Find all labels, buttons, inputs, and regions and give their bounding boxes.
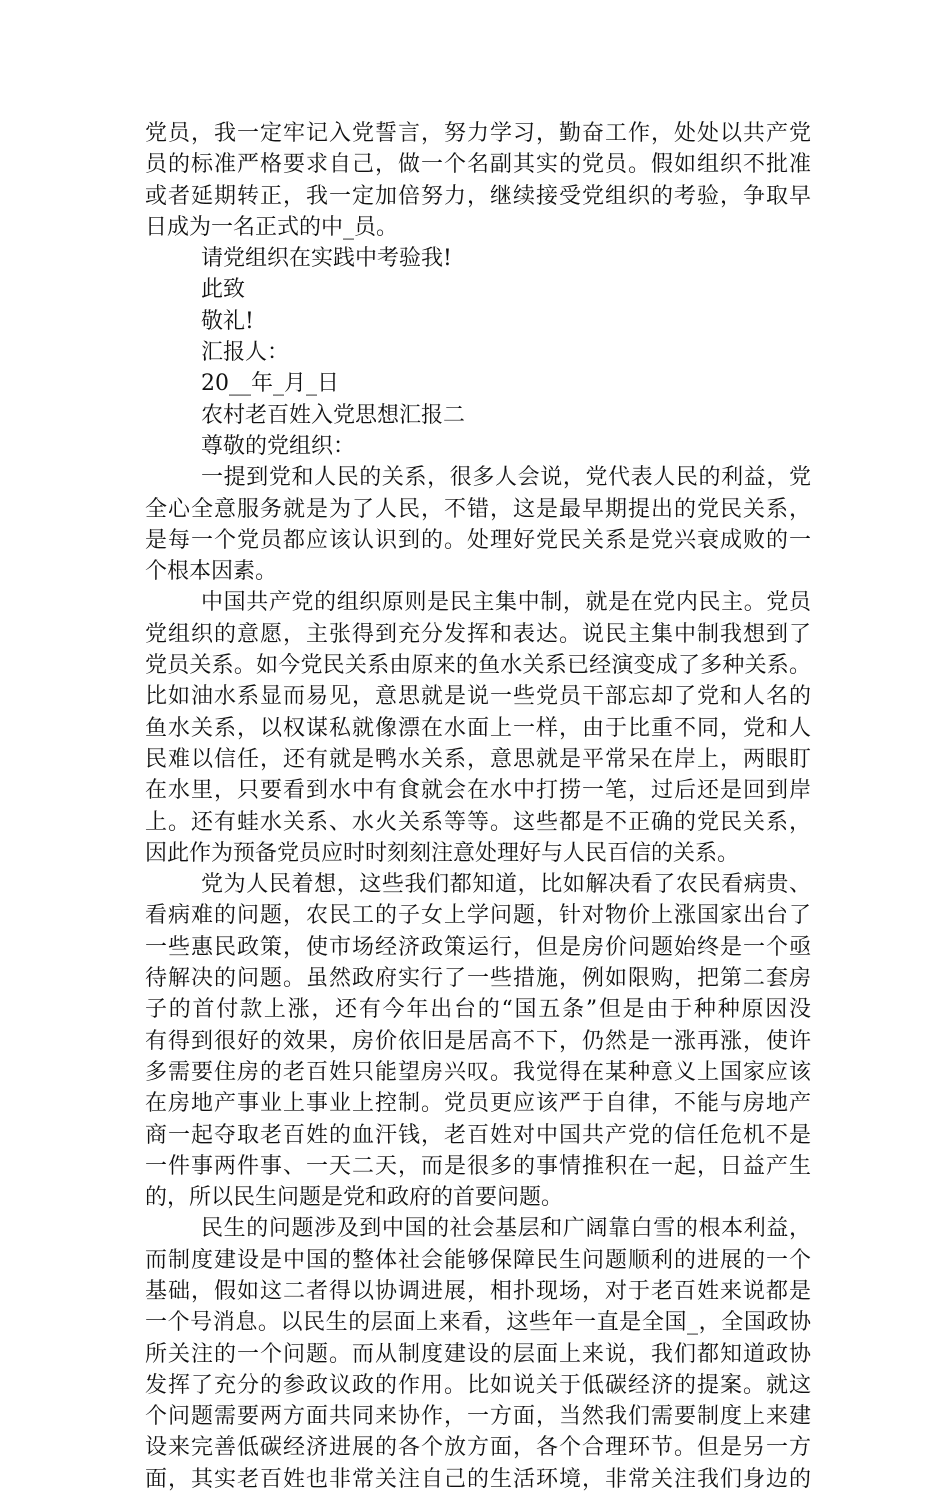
text-line: 员的标准严格要求自己，做一个名副其实的党员。假如组织不批准 [145, 152, 811, 178]
text-line: 基础，假如这二者得以协调进展，相扑现场，对于老百姓来说都是 [145, 1278, 811, 1304]
text-line: 个问题需要两方面共同来协作，一方面，当然我们需要制度上来建 [145, 1404, 811, 1430]
salutation-line-1: 此致 [201, 277, 246, 303]
text-line: 日成为一名正式的中_员。 [145, 214, 399, 240]
text-line: 党为人民着想，这些我们都知道，比如解决看了农民看病贵、 [201, 872, 811, 898]
text-line: 的，所以民生问题是党和政府的首要问题。 [145, 1185, 564, 1211]
text-line: 商一起夺取老百姓的血汗钱，老百姓对中国共产党的信任危机不是 [145, 1122, 811, 1148]
text-line: 一件事两件事、一天二天，而是很多的事情推积在一起，日益产生 [145, 1153, 811, 1179]
text-line: 党员，我一定牢记入党誓言，努力学习，勤奋工作，处处以共产党 [145, 121, 811, 146]
text-line: 民难以信任，还有就是鸭水关系，意思就是平常呆在岸上，两眼盯 [145, 746, 811, 772]
second-report-title: 农村老百姓入党思想汇报二 [201, 402, 466, 428]
text-line: 面，其实老百姓也非常关注自己的生活环境，非常关注我们身边的 [145, 1466, 811, 1492]
text-line: 待解决的问题。虽然政府实行了一些措施，例如限购，把第二套房 [145, 966, 811, 992]
text-line: 有得到很好的效果，房价依旧是居高不下，仍然是一涨再涨，使许 [145, 1028, 811, 1054]
salutation-line-2: 敬礼! [201, 308, 254, 334]
text-line: 个根本因素。 [145, 559, 278, 585]
text-line: 在房地产事业上事业上控制。党员更应该严于自律，不能与房地产 [145, 1091, 811, 1117]
paragraph-1 [145, 462, 811, 587]
text-line: 设来完善低碳经济进展的各个放方面，各个合理环节。但是另一方 [145, 1435, 811, 1461]
text-line: 上。还有蛙水关系、水火关系等等。这些都是不正确的党民关系， [145, 809, 811, 835]
document-page [145, 118, 811, 1495]
text-line: 比如油水系显而易见，意思就是说一些党员干部忘却了党和人名的 [145, 684, 811, 710]
text-line: 一提到党和人民的关系，很多人会说，党代表人民的利益，党 [201, 465, 811, 491]
text-line: 所关注的一个问题。而从制度建设的层面上来说，我们都知道政协 [145, 1341, 811, 1367]
text-line: 或者延期转正，我一定加倍努力，继续接受党组织的考验，争取早 [145, 183, 811, 209]
paragraph-4 [145, 1213, 811, 1495]
text-line: 而制度建设是中国的整体社会能够保障民生问题顺利的进展的一个 [145, 1247, 811, 1273]
paragraph-2 [145, 587, 811, 869]
text-line: 多需要住房的老百姓只能望房兴叹。我觉得在某种意义上国家应该 [145, 1059, 811, 1085]
opening-paragraph [145, 118, 811, 243]
text-line: 子的首付款上涨，还有今年出台的“国五条”但是由于种种原因没 [145, 997, 811, 1023]
paragraph-3 [145, 869, 811, 1213]
text-line: 一个号消息。以民生的层面上来看，这些年一直是全国_，全国政协 [145, 1310, 811, 1336]
closing-request: 请党组织在实践中考验我! [201, 246, 452, 272]
reporter-label: 汇报人： [201, 340, 290, 366]
text-line: 看病难的问题，农民工的子女上学问题，针对物价上涨国家出台了 [145, 903, 811, 929]
text-line: 鱼水关系，以权谋私就像漂在水面上一样，由于比重不同，党和人 [145, 715, 811, 741]
text-line: 全心全意服务就是为了人民，不错，这是最早期提出的党民关系， [145, 496, 811, 522]
text-line: 民生的问题涉及到中国的社会基层和广阔靠白雪的根本利益， [201, 1216, 811, 1242]
text-line: 党员关系。如今党民关系由原来的鱼水关系已经演变成了多种关系。 [145, 653, 811, 679]
text-line: 党组织的意愿，主张得到充分发挥和表达。说民主集中制我想到了 [145, 621, 811, 647]
text-line: 一些惠民政策，使市场经济政策运行，但是房价问题始终是一个亟 [145, 934, 811, 960]
closing-block [145, 243, 811, 399]
text-line: 发挥了充分的参政议政的作用。比如说关于低碳经济的提案。就这 [145, 1372, 811, 1398]
text-line: 是每一个党员都应该认识到的。处理好党民关系是党兴衰成败的一 [145, 527, 811, 553]
report-date: 20__年_月_日 [201, 371, 339, 397]
text-line: 中国共产党的组织原则是民主集中制，就是在党内民主。党员 [201, 590, 811, 616]
text-line: 在水里，只要看到水中有食就会在水中打捞一笔，过后还是回到岸 [145, 778, 811, 804]
text-line: 因此作为预备党员应时时刻刻注意处理好与人民百信的关系。 [145, 840, 740, 866]
greeting: 尊敬的党组织： [201, 433, 356, 459]
